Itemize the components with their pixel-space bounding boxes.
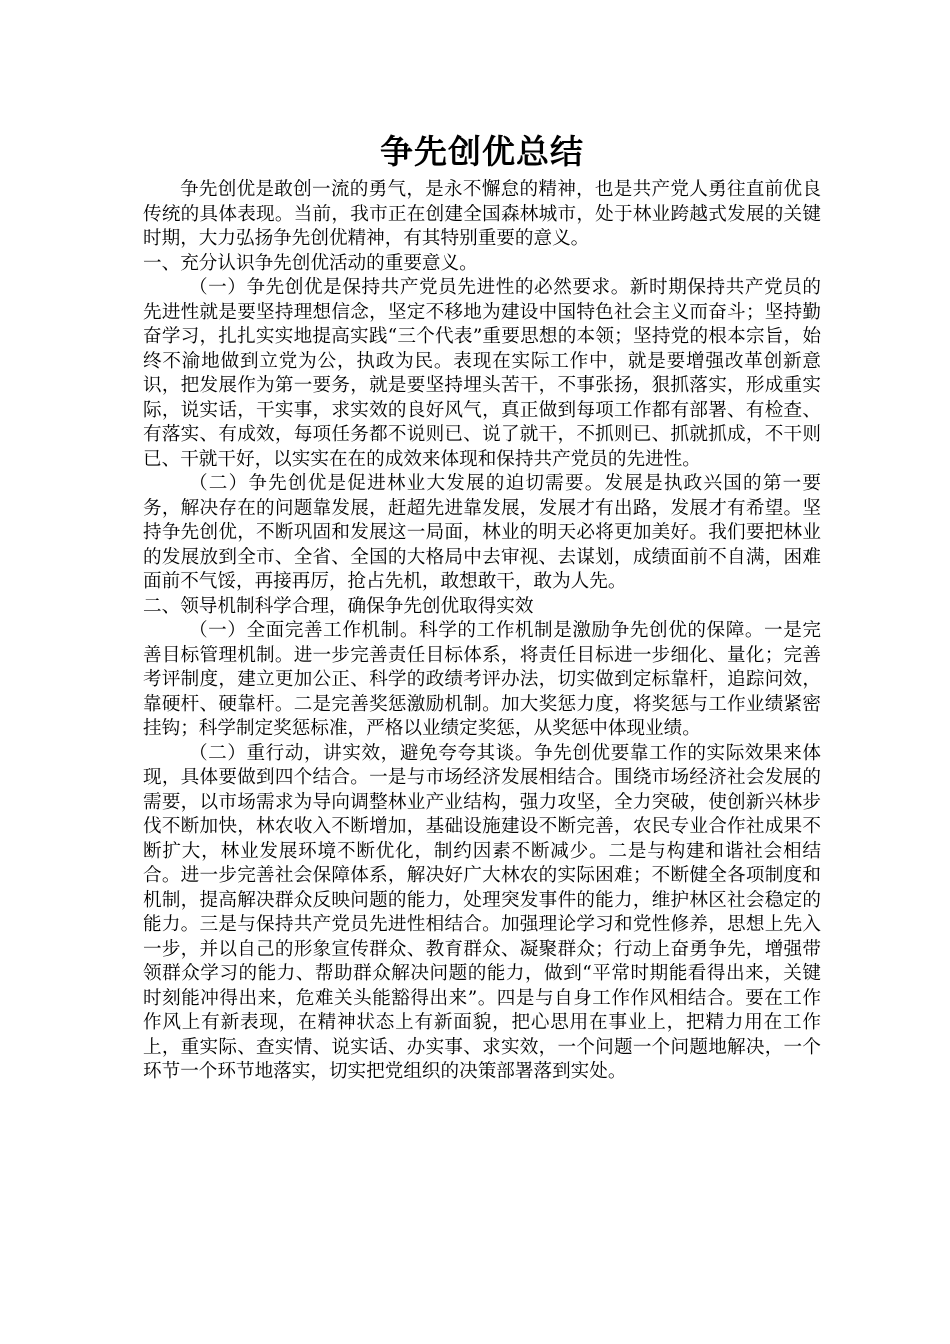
section-1-paragraph-1: （一）争先创优是保持共产党员先进性的必然要求。新时期保持共产党员的先进性就是要坚持理想信念，坚定不移地为建设中国特色社会主义而奋斗；坚持勤奋学习，扎扎实实地提高实践“三个代表”重要思想的本领；坚持党的根本宗旨，始终不渝地做到立党为公，执政为民。表现在实际工作中，就是要增强改革创新意识，把发展作为第一要务，就是要坚持埋头苦干，不事张扬，狠抓落实，形成重实际，说实话，干实事，求实效的良好风气，真正做到每项工作都有部署、有检查、有落实、有成效，每项任务都不说则已、说了就干，不抓则已、抓就抓成，不干则已、干就干好，以实实在在的成效来体现和保持共产党员的先进性。	[143, 277, 821, 470]
document-title: 争先创优总结	[380, 132, 584, 171]
section-2-paragraph-1: （一）全面完善工作机制。科学的工作机制是激励争先创优的保障。一是完善目标管理机制。进一步完善责任目标体系，将责任目标进一步细化、量化；完善考评制度，建立更加公正、科学的政绩考评办法，切实做到定标靠杆，追踪问效，靠硬杆、硬靠杆。二是完善奖惩激励机制。加大奖惩力度，将奖惩与工作业绩紧密挂钩；科学制定奖惩标准，严格以业绩定奖惩，从奖惩中体现业绩。	[143, 620, 821, 739]
section-1-paragraph-2: （二）争先创优是促进林业大发展的迫切需要。发展是执政兴国的第一要务，解决存在的问题靠发展，赶超先进靠发展，发展才有出路，发展才有希望。坚持争先创优，不断巩固和发展这一局面，林业的明天必将更加美好。我们要把林业的发展放到全市、全省、全国的大格局中去审视、去谋划，成绩面前不自满，困难面前不气馁，再接再厉，抢占先机，敢想敢干，敢为人先。	[143, 473, 821, 592]
section-2-paragraph-2: （二）重行动，讲实效，避免夸夸其谈。争先创优要靠工作的实际效果来体现，具体要做到四个结合。一是与市场经济发展相结合。围绕市场经济社会发展的需要，以市场需求为导向调整林业产业结构，强力攻坚，全力突破，使创新兴林步伐不断加快，林农收入不断增加，基础设施建设不断完善，农民专业合作社成果不断扩大，林业发展环境不断优化，制约因素不断减少。二是与构建和谐社会相结合。进一步完善社会保障体系，解决好广大林农的实际困难；不断健全各项制度和机制，提高解决群众反映问题的能力，处理突发事件的能力，维护林区社会稳定的能力。三是与保持共产党员先进性相结合。加强理论学习和党性修养，思想上先入一步，并以自己的形象宣传群众、教育群众、凝聚群众；行动上奋勇争先，增强带领群众学习的能力、帮助群众解决问题的能力，做到“平常时期能看得出来，关键时刻能冲得出来，危难关头能豁得出来”。四是与自身工作作风相结合。要在工作作风上有新表现，在精神状态上有新面貌，把心思用在事业上，把精力用在工作上，重实际、查实情、说实话、办实事、求实效，一个问题一个问题地解决，一个环节一个环节地落实，切实把党组织的决策部署落到实处。	[143, 742, 821, 1082]
section-heading-1: 一、充分认识争先创优活动的重要意义。	[143, 252, 478, 274]
intro-paragraph: 争先创优是敢创一流的勇气，是永不懈怠的精神，也是共产党人勇往直前优良传统的具体表现。当前，我市正在创建全国森林城市，处于林业跨越式发展的关键时期，大力弘扬争先创优精神，有其特别重要的意义。	[143, 179, 821, 249]
section-heading-2: 二、领导机制科学合理，确保争先创优取得实效	[143, 595, 534, 617]
document-page	[143, 128, 821, 1085]
